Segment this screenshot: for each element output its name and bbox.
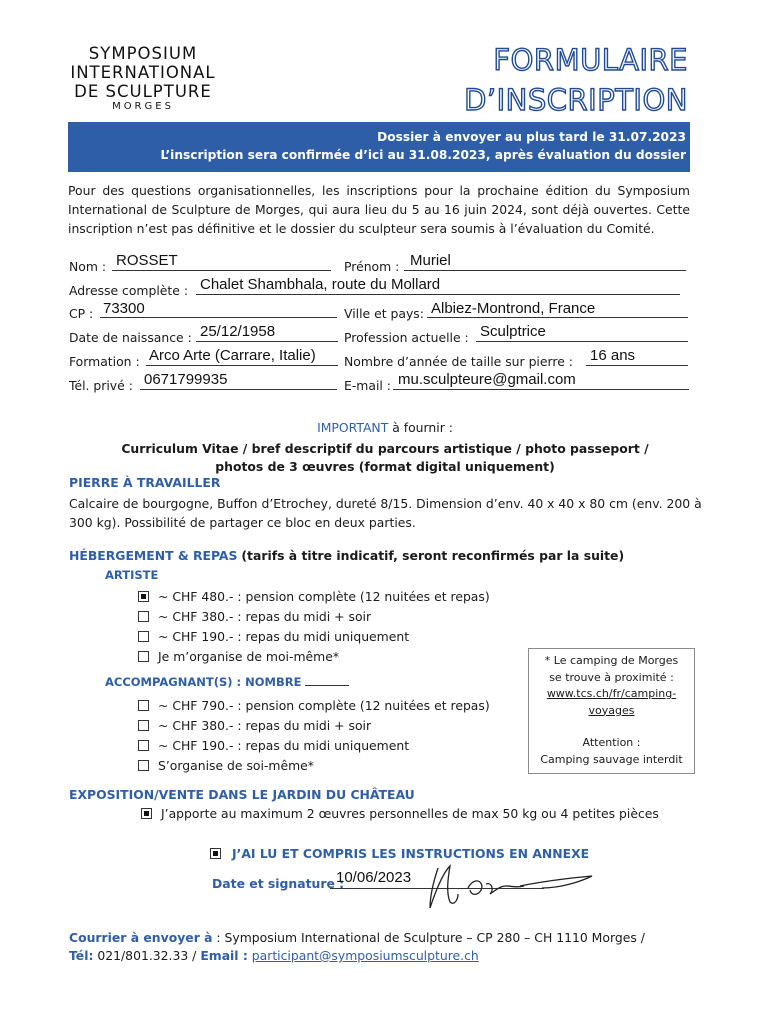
prenom-label: Prénom : xyxy=(344,259,400,274)
accompagnant-checkbox-4[interactable] xyxy=(138,760,149,771)
logo-line-3: DE SCULPTURE xyxy=(74,82,212,101)
nom-label: Nom : xyxy=(69,259,107,274)
hebergement-note: (tarifs à titre indicatif, seront reconfirmés par la suite) xyxy=(241,548,625,563)
accompagnant-option-text-4: S’organise de soi-même* xyxy=(158,758,314,773)
artiste-checkbox-4[interactable] xyxy=(138,651,149,662)
accompagnant-option-text-3: ~ CHF 190.- : repas du midi uniquement xyxy=(158,738,410,753)
logo-line-2: INTERNATIONAL xyxy=(70,63,216,82)
accompagnant-option-text-1: ~ CHF 790.- : pension complète (12 nuitées et repas) xyxy=(158,698,490,713)
contact-email-link[interactable]: participant@symposiumsculpture.ch xyxy=(251,948,479,963)
signature-label: Date et signature : xyxy=(212,876,345,891)
deadline-text: Dossier à envoyer au plus tard le 31.07.2023 xyxy=(377,130,686,144)
accompagnant-checkbox-1[interactable] xyxy=(138,700,149,711)
important-requirements xyxy=(68,440,702,476)
signature-date: 10/06/2023 xyxy=(336,869,412,886)
camping-note-line-2: se trouve à proximité : xyxy=(549,670,674,684)
footer-contact xyxy=(69,948,479,963)
accompagnant-count-field[interactable] xyxy=(305,675,349,686)
exposition-option-text: J’apporte au maximum 2 œuvres personnelles de max 50 kg ou 4 petites pièces xyxy=(161,806,659,821)
deadline-banner xyxy=(68,122,690,172)
naissance-label: Date de naissance : xyxy=(69,330,192,345)
accompagnant-checkbox-3[interactable] xyxy=(138,740,149,751)
important-keyword: IMPORTANT xyxy=(317,420,389,435)
tel-footer-label: Tél: xyxy=(69,948,94,963)
confirmation-text: L’inscription sera confirmée d’ici au 31.08.2023, après évaluation du dossier xyxy=(160,148,686,162)
accompagnant-heading xyxy=(105,675,349,689)
prenom-field[interactable] xyxy=(404,269,686,271)
profession-value: Sculptrice xyxy=(480,323,546,340)
footer-courrier xyxy=(69,930,645,945)
tel-label: Tél. privé : xyxy=(69,378,133,393)
camping-warning: Camping sauvage interdit xyxy=(540,752,683,766)
prenom-value: Muriel xyxy=(410,252,451,269)
email-label: E-mail : xyxy=(344,378,391,393)
annees-field[interactable] xyxy=(586,364,688,366)
handwritten-signature xyxy=(420,860,600,916)
artiste-option-text-2: ~ CHF 380.- : repas du midi + soir xyxy=(158,609,372,624)
annexe-text: J’AI LU ET COMPRIS LES INSTRUCTIONS EN ANNEXE xyxy=(232,846,590,861)
naissance-value: 25/12/1958 xyxy=(200,323,276,340)
nom-field[interactable] xyxy=(112,269,331,271)
adresse-value: Chalet Shambhala, route du Mollard xyxy=(200,276,441,293)
annees-label: Nombre d’année de taille sur pierre : xyxy=(344,354,573,369)
formation-label: Formation : xyxy=(69,354,140,369)
form-title xyxy=(464,40,688,120)
adresse-label: Adresse complète : xyxy=(69,283,189,298)
profession-label: Profession actuelle : xyxy=(344,330,469,345)
annees-value: 16 ans xyxy=(590,347,636,364)
cp-value: 73300 xyxy=(103,300,145,317)
tel-field[interactable] xyxy=(140,388,337,390)
courrier-label: Courrier à envoyer à xyxy=(69,930,213,945)
artiste-option-text-1: ~ CHF 480.- : pension complète (12 nuitées et repas) xyxy=(158,589,490,604)
camping-link-2[interactable]: voyages xyxy=(588,703,635,717)
nom-value: ROSSET xyxy=(116,252,178,269)
artiste-option-text-3: ~ CHF 190.- : repas du midi uniquement xyxy=(158,629,410,644)
naissance-field[interactable] xyxy=(196,340,338,342)
artiste-option-text-4: Je m’organise de moi-même* xyxy=(158,649,340,664)
hebergement-title: HÉBERGEMENT & REPAS xyxy=(69,548,238,563)
form-title-line-2: D’INSCRIPTION xyxy=(464,83,688,117)
important-suffix: à fournir : xyxy=(388,420,453,435)
logo-line-4: MORGES xyxy=(112,101,174,112)
pierre-text: Calcaire de bourgogne, Buffon d’Etrochey, dureté 8/15. Dimension d’env. 40 x 40 x 80 cm (env. 200 à 300 kg). Possibilité de partager ce bloc en deux parties. xyxy=(69,496,702,530)
tel-footer-value: 021/801.32.33 / xyxy=(93,948,201,963)
logo-line-1: SYMPOSIUM xyxy=(88,44,198,63)
courrier-address: : Symposium International de Sculpture – CP 280 – CH 1110 Morges / xyxy=(212,930,645,945)
artiste-checkbox-3[interactable] xyxy=(138,631,149,642)
cp-label: CP : xyxy=(69,306,94,321)
profession-field[interactable] xyxy=(476,340,688,342)
email-value: mu.sculpteure@gmail.com xyxy=(398,371,576,388)
exposition-checkbox[interactable] xyxy=(141,808,152,819)
important-line-1: Curriculum Vitae / bref descriptif du parcours artistique / photo passeport / xyxy=(121,441,649,456)
artiste-checkbox-2[interactable] xyxy=(138,611,149,622)
artiste-checkbox-1[interactable] xyxy=(138,591,149,602)
artiste-label: ARTISTE xyxy=(105,568,159,582)
camping-note-line-1: * Le camping de Morges xyxy=(544,654,679,667)
form-title-line-1: FORMULAIRE xyxy=(493,43,688,77)
symposium-logo xyxy=(68,44,218,113)
formation-field[interactable] xyxy=(146,364,338,366)
important-heading xyxy=(68,420,702,435)
intro-paragraph: Pour des questions organisationnelles, les inscriptions pour la prochaine édition du Symposium International de Sculpture de Morges, qui aura lieu du 5 au 16 juin 2024, sont déjà ouvertes. Cette inscription n’est pas définitive et le dossier du sculpteur sera soumis à l’évaluation du Comité. xyxy=(68,183,690,236)
accompagnant-checkbox-2[interactable] xyxy=(138,720,149,731)
formation-value: Arco Arte (Carrare, Italie) xyxy=(149,347,316,364)
camping-link-1[interactable]: www.tcs.ch/fr/camping- xyxy=(546,687,677,700)
camping-attention: Attention : xyxy=(582,736,641,749)
ville-value: Albiez-Montrond, France xyxy=(431,300,596,317)
camping-note xyxy=(528,648,695,774)
important-line-2: photos de 3 œuvres (format digital uniquement) xyxy=(215,459,555,474)
pierre-heading: PIERRE À TRAVAILLER xyxy=(69,475,221,490)
accompagnant-label: ACCOMPAGNANT(S) : NOMBRE xyxy=(105,675,302,689)
email-footer-label: Email : xyxy=(200,948,248,963)
adresse-field[interactable] xyxy=(196,293,680,295)
exposition-heading: EXPOSITION/VENTE DANS LE JARDIN DU CHÂTEAU xyxy=(69,787,415,802)
accompagnant-option-text-2: ~ CHF 380.- : repas du midi + soir xyxy=(158,718,372,733)
tel-value: 0671799935 xyxy=(144,371,228,388)
annexe-checkbox[interactable] xyxy=(210,848,221,859)
email-field[interactable] xyxy=(393,388,689,390)
hebergement-heading xyxy=(69,548,624,563)
ville-label: Ville et pays: xyxy=(344,306,424,321)
